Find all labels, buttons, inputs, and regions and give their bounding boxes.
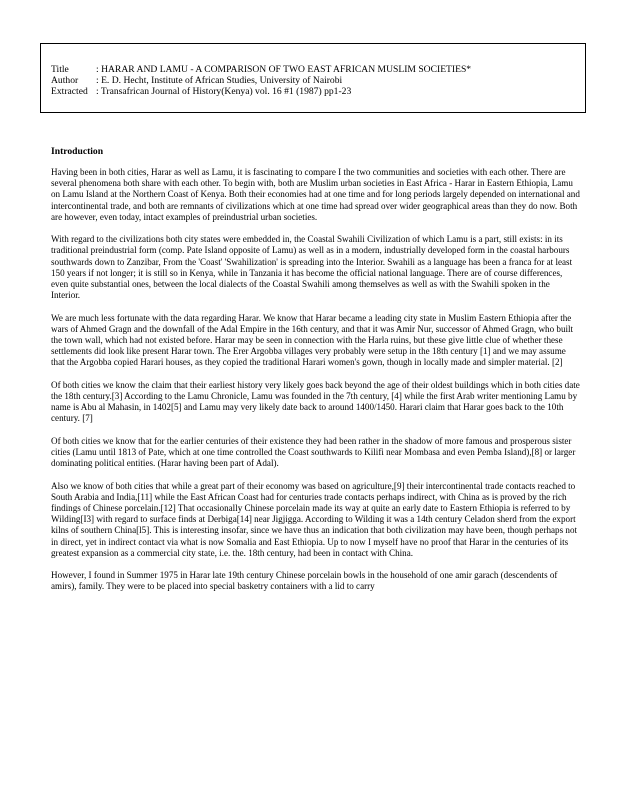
paragraph: Also we know of both cities that while a great part of their economy was based on agriculture,[9] their intercontinental trade contacts reached to South Arabia and India,[11] while the East African Coast had for centuries trade contacts perhaps indirect, with China as is proved by the rich findings of Chinese porcelain.[12] That occasionally Chinese porcelain made its way at quite an early date to Eastern Ethiopia is referred to by Wilding[I3] with regard to surface finds at Derbiga[14] near Jigjigga. According to Wilding it was a 14th century Celadon sherd from the export kilns of southern China[l5]. This is interesting insofar, since we have thus an indication that both civilization may have been, though perhaps not in direct, yet in indirect contact via what is now Somalia and East Ethiopia. Up to now I myself have no proof that Harar in the centuries of its greatest expansion as a commercial city state, i.e. the. 18th century, had been in contact with China. bbox=[51, 480, 578, 558]
paragraph: Of both cities we know that for the earlier centuries of their existence they had been rather in the shadow of more famous and prosperous sister cities (Lamu until 1813 of Pate, which at one time controlled the Coast southwards to Kilifi near Mombasa and even Pemba Island),[8] or larger dominating political entities. (Harar having been part of Adal). bbox=[51, 435, 576, 469]
title-label: Title bbox=[51, 64, 69, 75]
paragraph: Of both cities we know the claim that their earliest history very likely goes back beyond the age of their oldest buildings which in both cities date the 18th century.[3] According to the Lamu Chronicle, Lamu was founded in the 7th century, [4] while the first Arab writer mentioning Lamu by name is Abu al Mahasin, in 1402[5] and Lamu may very likely date back to around 1400/1450. Harari claim that Harar goes back to the 10th century. [7] bbox=[51, 379, 580, 424]
author-value: : E. D. Hecht, Institute of African Studies, University of Nairobi bbox=[96, 75, 343, 86]
title-value: : HARAR AND LAMU - A COMPARISON OF TWO EAST AFRICAN MUSLIM SOCIETIES* bbox=[96, 64, 472, 75]
document-body bbox=[51, 167, 581, 604]
extracted-value: : Transafrican Journal of History(Kenya) vol. 16 #1 (1987) pp1-23 bbox=[96, 86, 352, 97]
section-heading: Introduction bbox=[51, 146, 104, 157]
paragraph: However, I found in Summer 1975 in Harar late 19th century Chinese porcelain bowls in the household of one amir garach (descendents of amirs), family. They were to be placed into special basketry containers with a lid to carry bbox=[51, 570, 558, 592]
paragraph: Having been in both cities, Harar as well as Lamu, it is fascinating to compare I the two communities and societies with each other. There are several phenomena both share with each other. To begin with, both are Muslim urban societies in East Africa - Harar in Eastern Ethiopia, Lamu on Lamu Island at the Northern Coast of Kenya. Both their economies had at one time and for long periods largely depended on international and intercontinental trade, and both are remnants of civilizations which at one time had spread over wider geographical areas than they do now. Both are however, even today, intact examples of preindustrial urban societies. bbox=[51, 167, 580, 222]
extracted-label: Extracted bbox=[51, 86, 88, 97]
citation-metadata bbox=[51, 64, 471, 97]
extracted-row bbox=[51, 86, 471, 97]
author-label: Author bbox=[51, 75, 79, 86]
title-row bbox=[51, 64, 471, 75]
paragraph: With regard to the civilizations both city states were embedded in, the Coastal Swahili Civilization of which Lamu is a part, still exists: in its traditional preindustrial form (comp. Pate Island opposite of Lamu) as well as in a modern, industrially developed form in the coastal harbours southwards down to Zanzibar, From the 'Coast' 'Swahilization' is spreading into the Interior. Swahili as a language has been a franca for at least 150 years if not longer; it is still so in Kenya, while in Tanzania it has become the official national language. There are of course differences, even quite substantial ones, between the local dialects of the Coastal Swahili among themselves as well as with the Swahili spoken in the Interior. bbox=[51, 234, 573, 301]
author-row bbox=[51, 75, 471, 86]
paragraph: We are much less fortunate with the data regarding Harar. We know that Harar became a leading city state in Muslim Eastern Ethiopia after the wars of Ahmed Gragn and the downfall of the Adal Empire in the 16th century, and that it was Amir Nur, successor of Ahmed Gragn, who built the town wall, which had not existed before. Harar may be seen in connection with the Harla ruins, but these give little clue of whether these settlements did look like present Harar town. The Erer Argobba villages very probably were setup in the 18th century [1] and we may assume that the Argobba copied Harari houses, as they copied the traditional Harari women's gown, though in locally made and simpler material. [2] bbox=[51, 312, 574, 368]
